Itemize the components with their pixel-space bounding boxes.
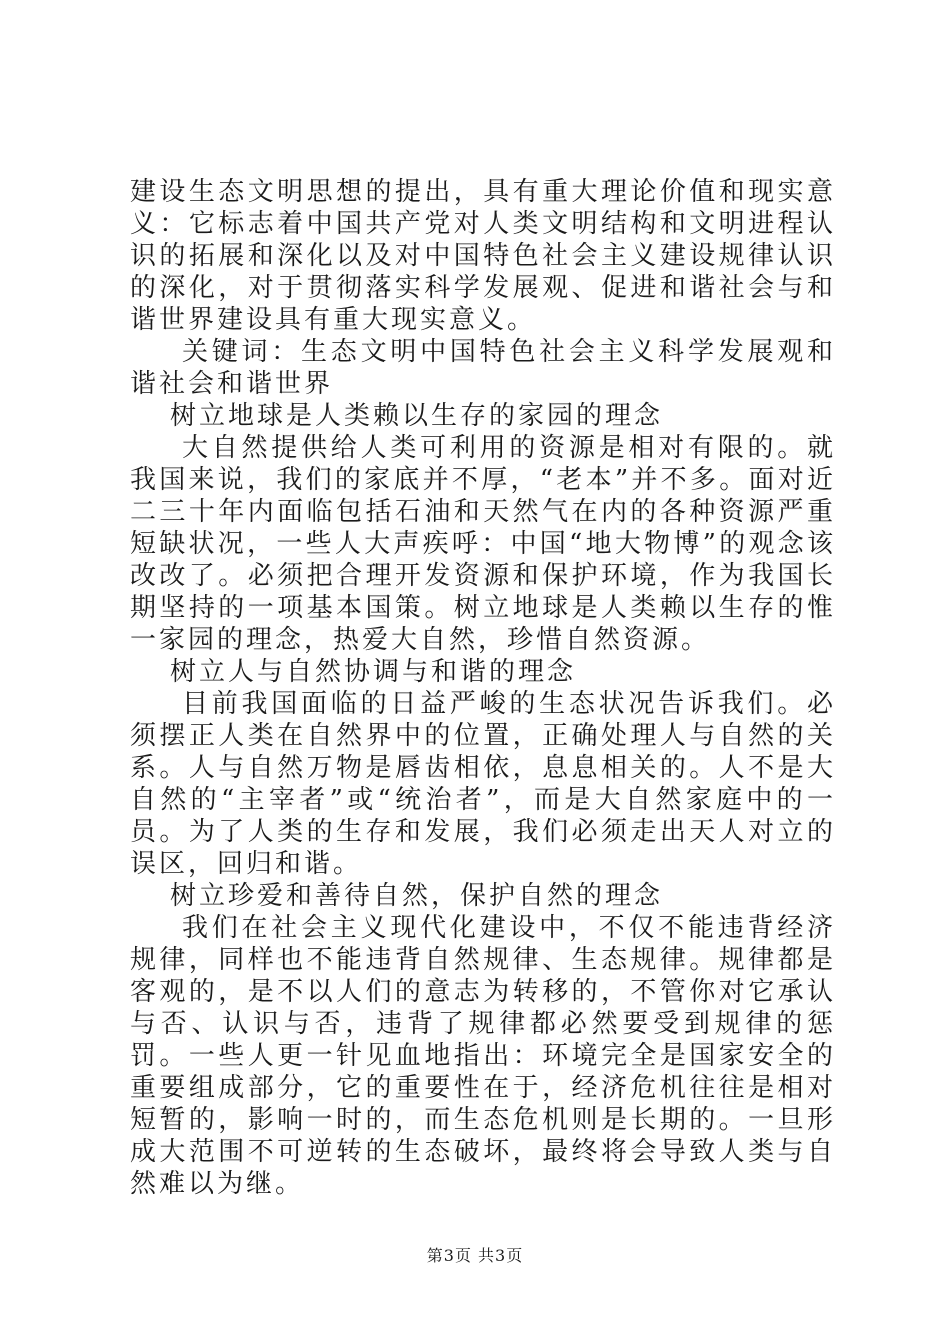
paragraph-earth-home: 大自然提供给人类可利用的资源是相对有限的。就我国来说，我们的家底并不厚，“老本”并不多。面对近二三十年内面临包括石油和天然气在内的各种资源严重短缺状况，一些人大声疾呼：中国“地大物博”的观念该改改了。必须把合理开发资源和保护环境，作为我国长期坚持的一项基本国策。树立地球是人类赖以生存的惟一家园的理念，热爱大自然，珍惜自然资源。 (130, 433, 836, 655)
section-heading-harmony: 树立人与自然协调与和谐的理念 (170, 657, 577, 687)
page-number-footer: 第3页 共3页 (426, 1246, 524, 1265)
paragraph-intro-continued: 建设生态文明思想的提出，具有重大理论价值和现实意义：它标志着中国共产党对人类文明结构和文明进程认识的拓展和深化以及对中国特色社会主义建设规律认识的深化，对于贯彻落实科学发展观、促进和谐社会与和谐世界建设具有重大现实意义。 (130, 177, 836, 335)
section-heading-protect-nature: 树立珍爱和善待自然，保护自然的理念 (170, 881, 664, 911)
paragraph-protect-nature: 我们在社会主义现代化建设中，不仅不能违背经济规律，同样也不能违背自然规律、生态规律。规律都是客观的，是不以人们的意志为转移的，不管你对它承认与否、认识与否，违背了规律都必然要受到规律的惩罚。一些人更一针见血地指出：环境完全是国家安全的重要组成部分，它的重要性在于，经济危机往往是相对短暂的，影响一时的，而生态危机则是长期的。一旦形成大范围不可逆转的生态破坏，最终将会导致人类与自然难以为继。 (130, 913, 836, 1199)
section-heading-earth-home: 树立地球是人类赖以生存的家园的理念 (170, 401, 664, 431)
keywords-line: 关键词：生态文明中国特色社会主义科学发展观和谐社会和谐世界 (130, 337, 836, 399)
paragraph-harmony: 目前我国面临的日益严峻的生态状况告诉我们。必须摆正人类在自然界中的位置，正确处理人与自然的关系。人与自然万物是唇齿相依，息息相关的。人不是大自然的“主宰者”或“统治者”，而是大自然家庭中的一员。为了人类的生存和发展，我们必须走出天人对立的误区，回归和谐。 (130, 689, 836, 879)
document-body (130, 176, 836, 1200)
